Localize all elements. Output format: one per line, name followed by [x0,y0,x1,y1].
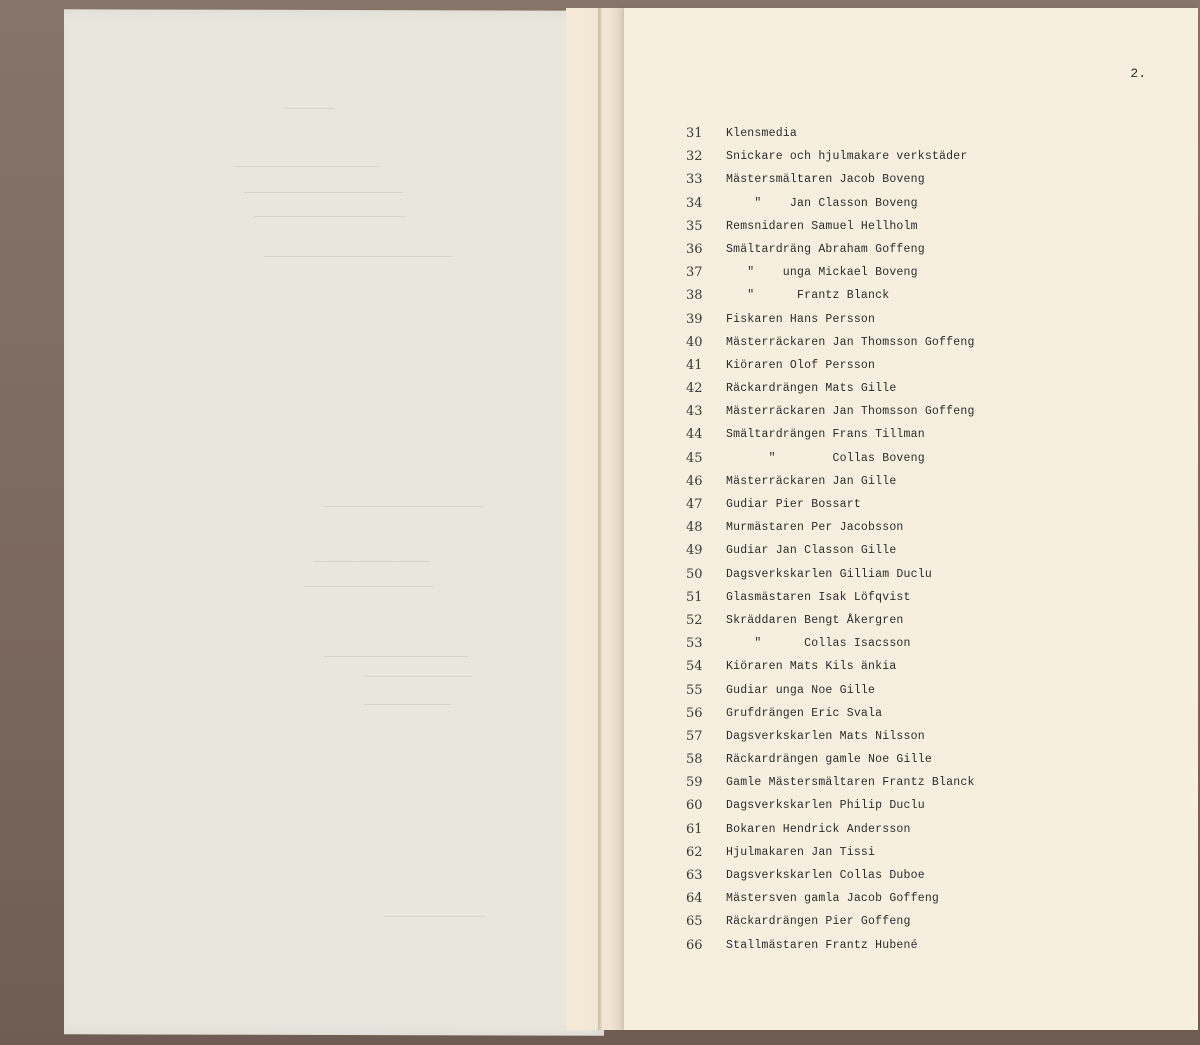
entry-text: " Jan Classon Boveng [726,196,918,210]
entry-number: 59 [686,775,703,791]
list-item [686,470,1186,493]
list-item [686,702,1186,725]
list-item [686,725,1186,748]
entry-number: 58 [686,752,703,768]
entry-number: 34 [686,195,703,211]
entry-text: Räckardrängen Pier Goffeng [726,915,911,929]
entry-number: 63 [686,868,703,883]
list-item [686,238,1186,261]
entry-text: " Collas Isacsson [726,637,911,651]
entry-text: Mästerräckaren Jan Gille [726,474,897,488]
list-item [686,145,1186,168]
entry-text: Fiskaren Hans Persson [726,312,876,326]
entry-text: Dagsverkskarlen Philip Duclu [726,799,925,813]
list-item [686,261,1186,284]
list-item [686,308,1186,331]
left-page-bleed-through: ─────── ──────────────────── ────────────────────── ───────────────────── ────────────────────────── ────────────────────── ──────────────── ────────────────── ──────────────────── ─────────────── ──────────── ────────────── [234,102,485,924]
list-item [686,679,1186,702]
entry-text: Stallmästaren Frantz Hubené [726,938,918,952]
list-item [686,794,1186,817]
list-item [686,771,1186,794]
entry-text: Gudiar Pier Bossart [726,498,861,511]
entry-number: 35 [686,218,703,234]
right-page [624,8,1198,1030]
list-item [686,655,1186,678]
entry-number: 60 [686,798,703,814]
list-item [686,609,1186,632]
list-item [686,864,1186,887]
list-item [686,586,1186,609]
entry-number: 57 [686,728,703,744]
entry-text: Gudiar Jan Classon Gille [726,544,897,558]
entry-text: Dagsverkskarlen Mats Nilsson [726,729,925,743]
entry-number: 49 [686,543,703,559]
entry-text: Gamle Mästersmältaren Frantz Blanck [726,776,975,790]
list-item [686,632,1186,655]
list-item [686,423,1186,446]
entry-text: Räckardrängen gamle Noe Gille [726,753,932,767]
entry-number: 39 [686,311,703,327]
list-item [686,400,1186,423]
entry-text: Dagsverkskarlen Gilliam Duclu [726,567,932,581]
entry-number: 45 [686,450,703,466]
list-item [686,284,1186,307]
entry-number: 38 [686,288,703,304]
list-item [686,168,1186,191]
entry-number: 50 [686,566,703,582]
entry-text: Glasmästaren Isak Löfqvist [726,590,911,604]
entry-text: " Collas Boveng [726,451,925,465]
list-item [686,447,1186,470]
entry-number: 40 [686,334,703,350]
entry-number: 31 [686,126,703,141]
list-item [686,122,1186,145]
entry-number: 62 [686,844,703,860]
entry-text: Remsnidaren Samuel Hellholm [726,219,918,233]
entry-text: Mästersmältaren Jacob Boveng [726,173,925,187]
entry-text: Smältardrängen Frans Tillman [726,428,925,442]
entry-text: Klensmedia [726,127,798,140]
entry-number: 56 [686,705,703,721]
entry-text: Kiöraren Mats Kils änkia [726,660,897,674]
entry-number: 46 [686,473,703,489]
entry-number: 51 [686,589,703,605]
entry-number: 36 [686,241,703,257]
entry-text: Mästersven gamla Jacob Goffeng [726,892,940,906]
entry-text: Räckardrängen Mats Gille [726,382,897,396]
list-item [686,563,1186,586]
list-item [686,539,1186,562]
list-item [686,493,1186,516]
list-item [686,910,1186,933]
entry-number: 42 [686,381,703,397]
page-fold [598,8,602,1030]
list-item [686,818,1186,841]
entry-text: Kiöraren Olof Persson [726,358,876,372]
entry-number: 43 [686,404,703,420]
entry-number: 48 [686,520,703,536]
entry-text: Mästerräckaren Jan Thomsson Goffeng [726,335,975,349]
entry-number: 37 [686,265,703,281]
entry-text: Skräddaren Bengt Åkergren [726,613,904,627]
entry-number: 32 [686,149,703,165]
list-item [686,331,1186,354]
list-item [686,516,1186,539]
list-item [686,215,1186,238]
entry-number: 47 [686,497,703,512]
list-item [686,192,1186,215]
entry-number: 61 [686,821,703,837]
list-item [686,934,1186,957]
entry-number: 41 [686,357,703,373]
entry-number: 54 [686,659,703,675]
entry-text: Snickare och hjulmakare verkstäder [726,150,968,164]
entry-text: Dagsverkskarlen Collas Duboe [726,869,925,882]
list-item [686,887,1186,910]
list-item [686,377,1186,400]
list-item [686,354,1186,377]
page-spine [566,8,628,1030]
entry-text: Hjulmakaren Jan Tissi [726,845,876,859]
entry-number: 44 [686,427,703,443]
entry-text: Murmästaren Per Jacobsson [726,521,904,535]
entry-number: 33 [686,172,703,188]
entry-number: 66 [686,937,703,953]
list-item [686,841,1186,864]
entry-text: " unga Mickael Boveng [726,266,918,280]
entry-number: 65 [686,914,703,930]
page-number: 2. [1130,66,1146,81]
entry-text: Smältardräng Abraham Goffeng [726,242,925,256]
entry-number: 52 [686,612,703,628]
entry-number: 53 [686,636,703,652]
entry-text: Gudiar unga Noe Gille [726,683,876,697]
entry-text: " Frantz Blanck [726,289,890,303]
entry-text: Grufdrängen Eric Svala [726,706,883,720]
entry-text: Bokaren Hendrick Andersson [726,822,911,836]
entry-number: 55 [686,682,703,698]
list-item [686,748,1186,771]
entry-list [686,122,1186,957]
entry-text: Mästerräckaren Jan Thomsson Goffeng [726,405,975,419]
entry-number: 64 [686,891,703,907]
